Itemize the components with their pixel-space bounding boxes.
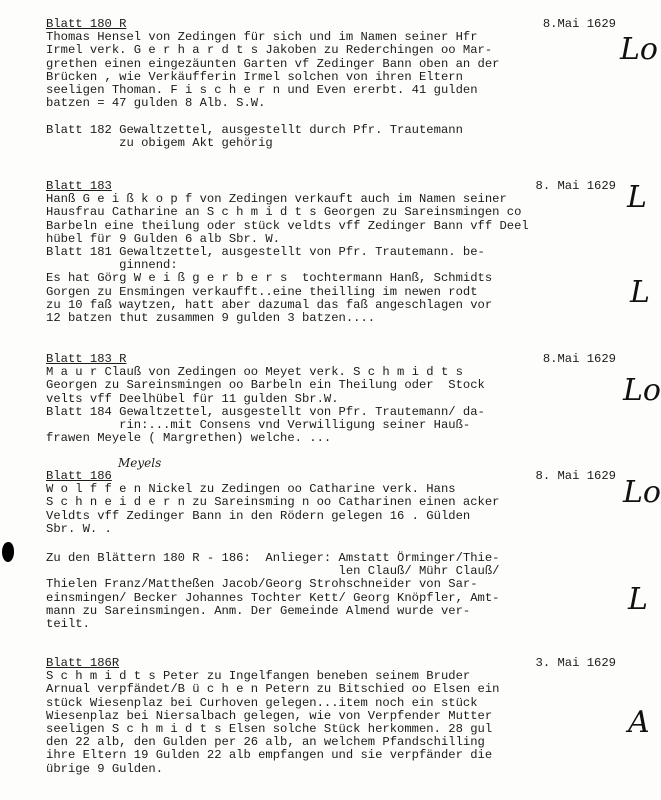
margin-mark: L <box>630 275 650 310</box>
blatt-label: Blatt 186 <box>46 469 112 483</box>
entry-heading <box>46 470 616 483</box>
entry-heading <box>46 657 616 670</box>
line-text: übrige 9 Gulden. <box>46 761 164 776</box>
line-text: seeligen S c h m i d t s Elsen solche Stück herkommen. 28 gul <box>46 721 493 736</box>
line-text: Georgen zu Sareinsmingen oo Barbeln ein Theilung oder Stock <box>46 378 485 393</box>
line-text: rin:...mit Consens vnd Verwilligung seiner Hauß- <box>46 417 471 432</box>
text-line <box>46 523 616 536</box>
line-text: Blatt 181 Gewaltzettel, ausgestellt von Pfr. Trautemann. be- <box>46 244 485 259</box>
text-line <box>46 312 616 325</box>
entry-heading <box>46 353 616 366</box>
margin-mark: Lo <box>623 475 661 510</box>
line-text: S c h n e i d e r n zu Sareinsming n oo Catharinen einen acker <box>46 495 500 510</box>
blatt-label: Blatt 186R <box>46 656 120 670</box>
entry-heading <box>46 18 616 31</box>
entry-heading <box>46 180 616 193</box>
blatt-label: Blatt 183 <box>46 179 112 193</box>
line-text: stück Wiesenplaz bei Curhoven gelegen...item noch ein stück <box>46 695 478 710</box>
line-text: ginnend: <box>46 258 178 273</box>
line-text: batzen = 47 gulden 8 Alb. S.W. <box>46 96 266 111</box>
line-text: Irmel verk. G e r h a r d t s Jakoben zu Rederchingen oo Mar- <box>46 43 493 58</box>
line-text: 12 batzen thut zusammen 9 gulden 3 batzen.... <box>46 310 376 325</box>
text-line <box>46 432 616 445</box>
handwritten-annotation: Meyels <box>118 456 162 470</box>
line-text: Wiesenplaz bei Niersalbach gelegen, wie von Verpfender Mutter <box>46 708 493 723</box>
line-text: Es hat Görg W e i ß g e r b e r s tochtermann Hanß, Schmidts <box>46 271 493 286</box>
margin-mark: L <box>627 180 647 215</box>
line-text: len Clauß/ Mühr Clauß/ <box>46 564 500 579</box>
line-text: frawen Meyele ( Margrethen) welche. ... <box>46 431 332 446</box>
line-text: Gorgen zu Ensmingen verkaufft..eine theilling im newen rodt <box>46 284 478 299</box>
line-text: Arnual verpfändet/B ü c h e n Petern zu Bitschied oo Elsen ein <box>46 682 500 697</box>
punch-hole-mark <box>2 542 14 562</box>
line-text: Blatt 184 Gewaltzettel, ausgestellt von Pfr. Trautemann/ da- <box>46 404 485 419</box>
line-text: Brücken , wie Verkäufferin Irmel solchen von ihren Eltern <box>46 69 463 84</box>
entry-date: 8. Mai 1629 <box>535 469 616 483</box>
line-text: Sbr. W. . <box>46 521 112 536</box>
margin-mark: Lo <box>623 373 661 408</box>
line-text: ihre Eltern 19 Gulden 22 alb empfangen und sie verpfänder die <box>46 748 493 763</box>
line-text: Barbeln eine theilung oder stück veldts vff Zedinger Bann vff Deel <box>46 218 529 233</box>
document-entry <box>46 470 616 536</box>
document-entry <box>46 353 616 445</box>
blatt-label: Blatt 183 R <box>46 352 127 366</box>
document-entry <box>46 18 616 150</box>
document-entry <box>46 657 616 776</box>
line-text: hübel für 9 Gulden 6 alb Sbr. W. <box>46 231 281 246</box>
line-text: zu obigem Akt gehörig <box>46 135 273 150</box>
line-text: seeligen Thoman. F i s c h e r n und Even ererbt. 41 gulden <box>46 82 478 97</box>
line-text: grethen einen eingezäunten Garten vf Zedinger Bann oben an der <box>46 56 500 71</box>
line-text: den 22 alb, den Gulden per 26 alb, an welchem Pfandschilling <box>46 735 485 750</box>
margin-mark: L <box>628 582 648 617</box>
line-text: teilt. <box>46 616 90 631</box>
text-line <box>46 510 616 523</box>
line-text: zu 10 faß waytzen, hatt aber dazumal das faß angeschlagen vor <box>46 297 493 312</box>
margin-mark: Lo <box>620 32 658 67</box>
entry-date: 8. Mai 1629 <box>535 179 616 193</box>
document-entry <box>46 180 616 325</box>
line-text: Veldts vff Zedinger Bann in den Rödern gelegen 16 . Gülden <box>46 508 471 523</box>
line-text: S c h m i d t s Peter zu Ingelfangen beneben seinem Bruder <box>46 669 471 684</box>
line-text: Thielen Franz/Mattheßen Jacob/Georg Strohschneider von Sar- <box>46 577 478 592</box>
entry-date: 8.Mai 1629 <box>542 17 616 31</box>
text-line <box>46 618 616 631</box>
text-line <box>46 605 616 618</box>
line-text: Thomas Hensel von Zedingen für sich und im Namen seiner Hfr <box>46 30 478 45</box>
line-text: Blatt 182 Gewaltzettel, ausgestellt durch Pfr. Trautemann <box>46 122 463 137</box>
line-text: W o l f f e n Nickel zu Zedingen oo Catharine verk. Hans <box>46 482 456 497</box>
margin-mark: A <box>628 705 650 740</box>
line-text: velts vff Deelhübel für 11 gulden Sbr.W. <box>46 391 339 406</box>
line-text: einsmingen/ Becker Johannes Tochter Kett/ Georg Knöpfler, Amt- <box>46 590 500 605</box>
line-text: M a u r Clauß von Zedingen oo Meyet verk. S c h m i d t s <box>46 365 463 380</box>
text-line <box>46 137 616 150</box>
line-text: mann zu Sareinsmingen. Anm. Der Gemeinde Almend wurde ver- <box>46 603 471 618</box>
text-line <box>46 763 616 776</box>
entry-date: 3. Mai 1629 <box>535 656 616 670</box>
entry-date: 8.Mai 1629 <box>542 352 616 366</box>
line-text: Zu den Blättern 180 R - 186: Anlieger: Amstatt Örminger/Thie- <box>46 551 500 565</box>
blatt-label: Blatt 180 R <box>46 17 127 31</box>
text-line <box>46 97 616 110</box>
document-entry <box>46 552 616 631</box>
line-text: Hanß G e i ß k o p f von Zedingen verkauft auch im Namen seiner <box>46 192 507 207</box>
line-text: Hausfrau Catharine an S c h m i d t s Georgen zu Sareinsmingen co <box>46 205 522 220</box>
